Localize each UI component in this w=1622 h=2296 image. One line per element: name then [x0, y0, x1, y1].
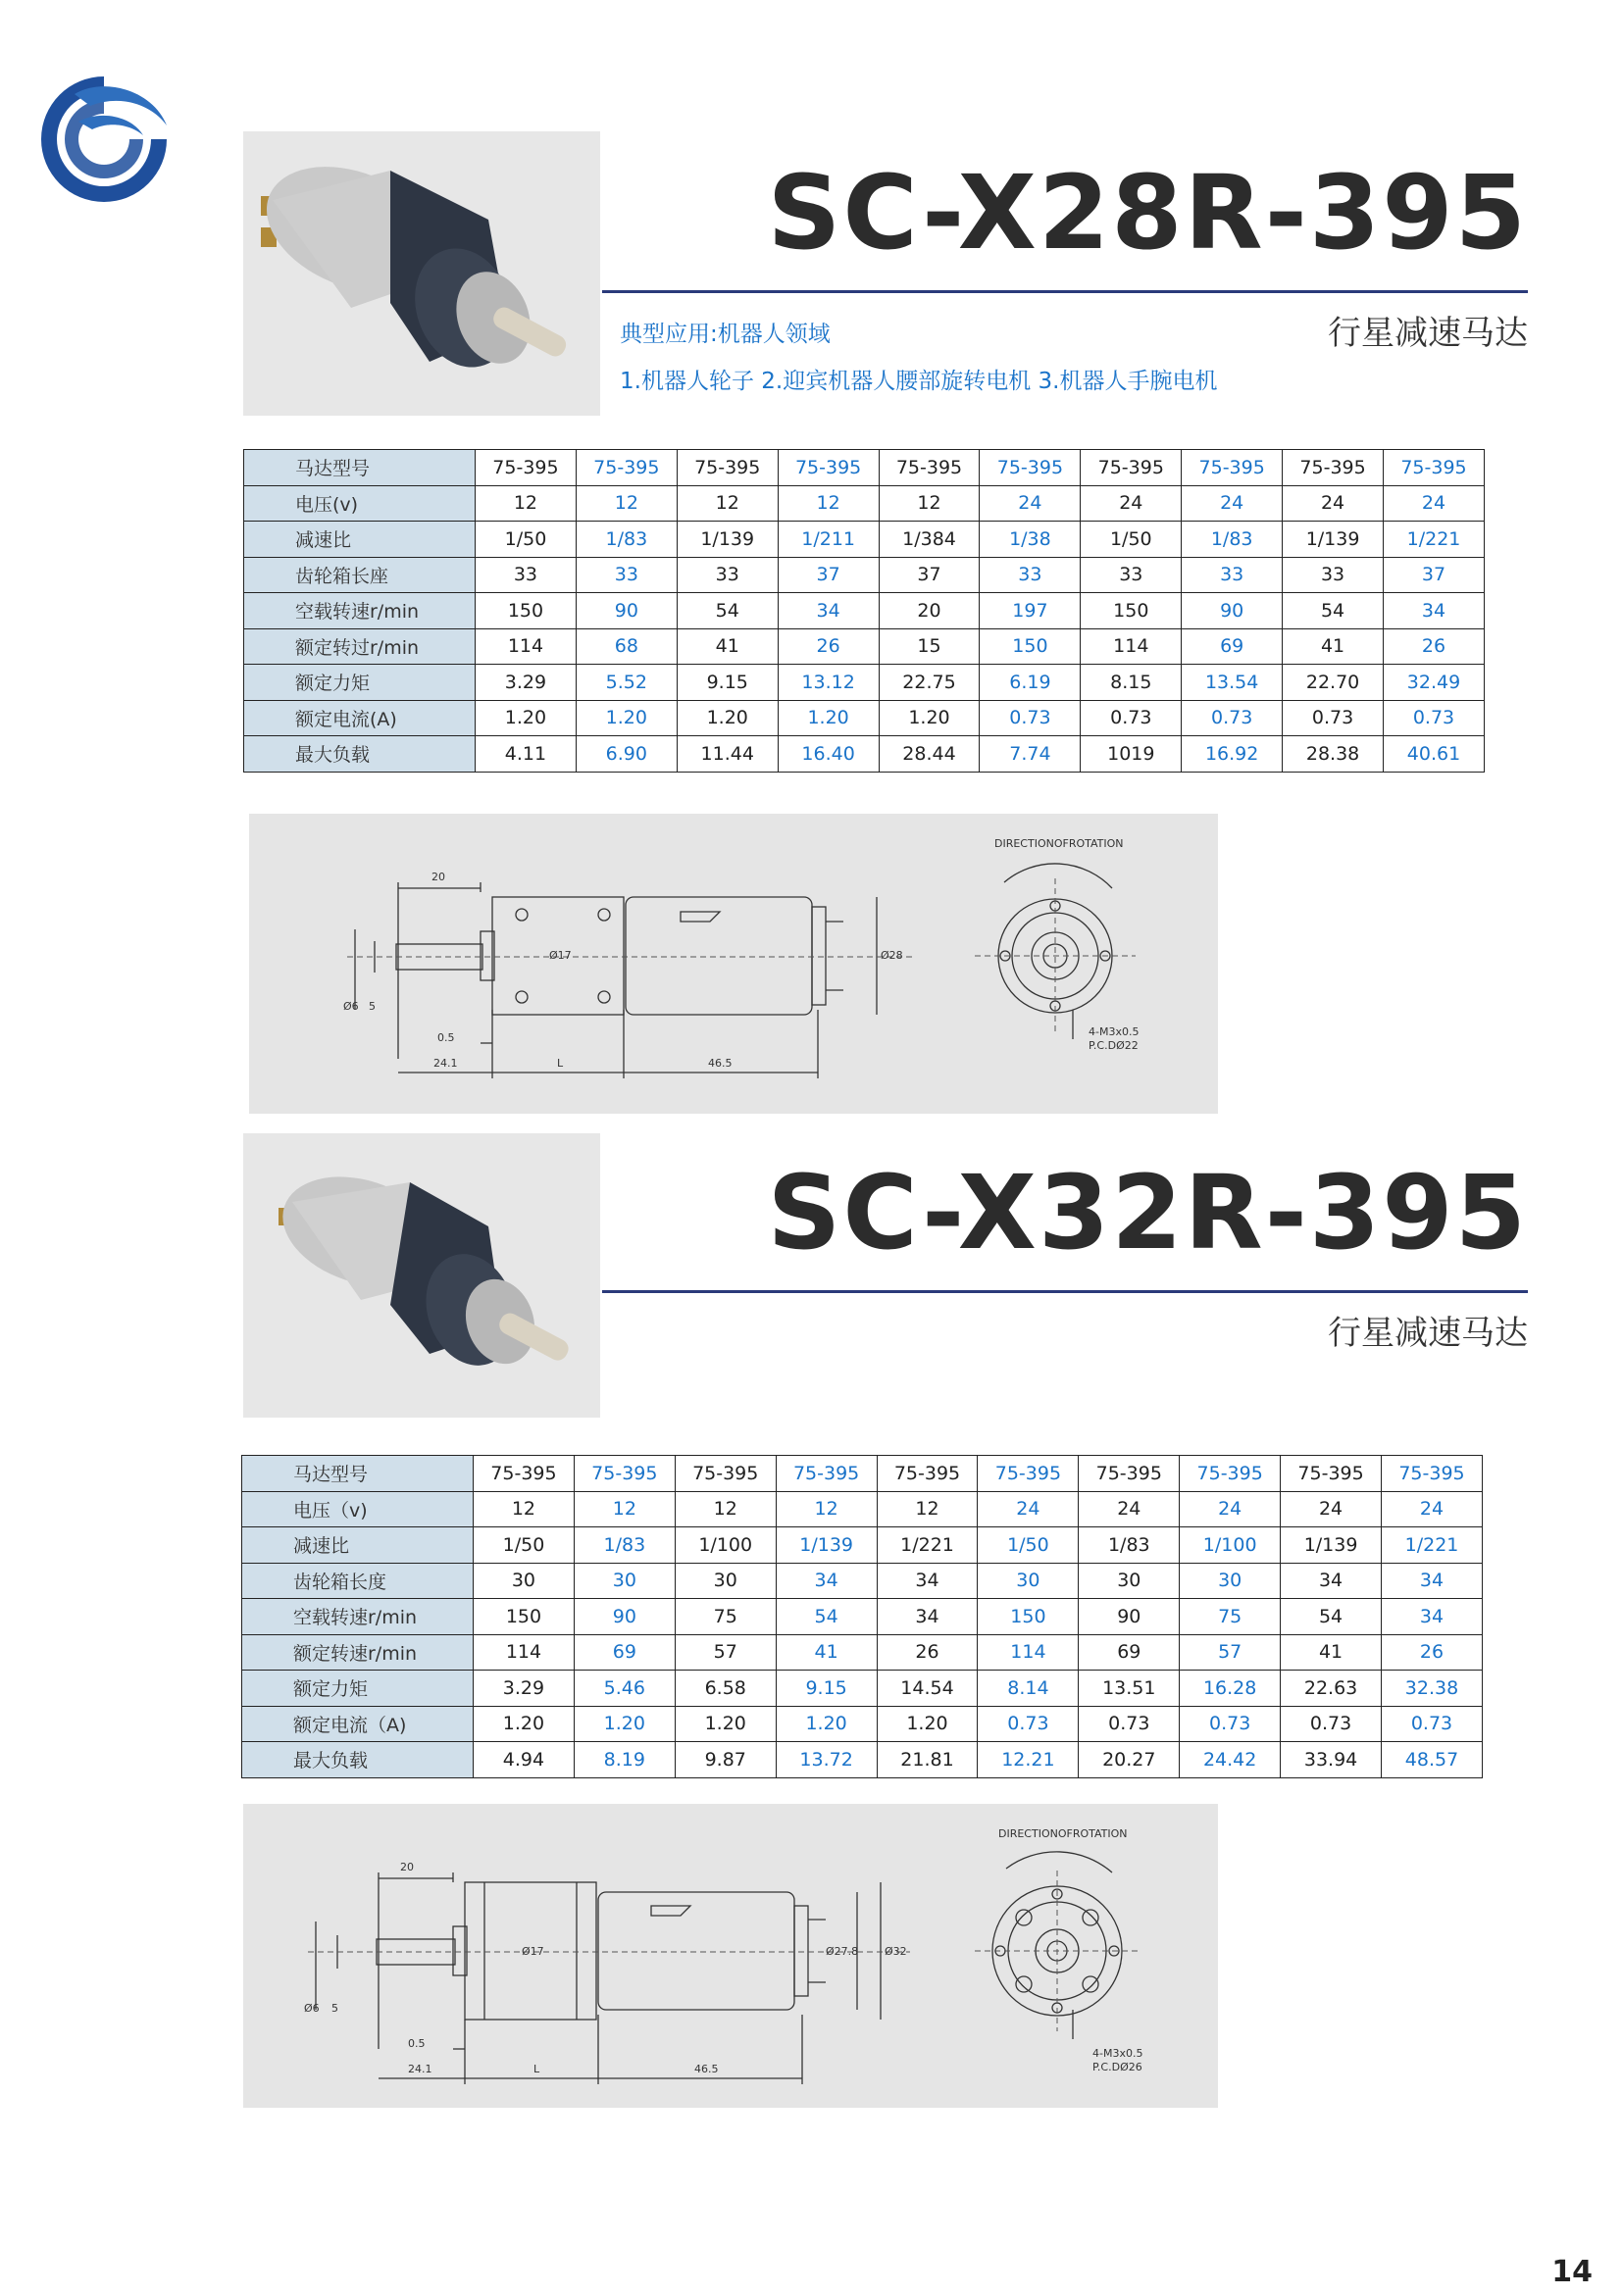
table-row — [244, 593, 1485, 629]
table-cell: 7.74 — [980, 736, 1081, 773]
table-cell: 34 — [778, 593, 879, 629]
direction-label: DIRECTIONOFROTATION — [994, 837, 1124, 850]
table-cell: 75-395 — [1180, 1456, 1281, 1492]
table-cell: 13.51 — [1079, 1671, 1180, 1707]
table-cell: 1/221 — [1382, 1527, 1483, 1564]
row-label: 额定电流(A) — [244, 700, 476, 736]
table-cell: 75 — [1180, 1599, 1281, 1635]
table-cell: 12 — [576, 485, 677, 522]
table-cell: 1.20 — [474, 1706, 575, 1742]
dim-label: Ø17 — [522, 1945, 544, 1958]
table-cell: 28.44 — [879, 736, 980, 773]
table-cell: 41 — [1281, 1634, 1382, 1671]
product-title: SC-X28R-395 — [767, 153, 1528, 273]
table-cell: 24 — [1182, 485, 1283, 522]
table-cell: 75 — [675, 1599, 776, 1635]
table-cell: 26 — [1384, 628, 1485, 665]
table-cell: 197 — [980, 593, 1081, 629]
table-cell: 75-395 — [980, 450, 1081, 486]
table-cell: 24.42 — [1180, 1742, 1281, 1778]
table-cell: 33 — [576, 557, 677, 593]
table-cell: 90 — [576, 593, 677, 629]
table-cell: 26 — [778, 628, 879, 665]
table-cell: 75-395 — [1079, 1456, 1180, 1492]
table-cell: 11.44 — [677, 736, 778, 773]
table-cell: 33 — [1182, 557, 1283, 593]
table-cell: 0.73 — [978, 1706, 1079, 1742]
table-cell: 5.46 — [574, 1671, 675, 1707]
table-cell: 33 — [1081, 557, 1182, 593]
table-cell: 1.20 — [574, 1706, 675, 1742]
table-cell: 75-395 — [677, 450, 778, 486]
table-cell: 30 — [1079, 1563, 1180, 1599]
table-cell: 1/83 — [1182, 522, 1283, 558]
table-cell: 30 — [1180, 1563, 1281, 1599]
table-cell: 69 — [1182, 628, 1283, 665]
table-cell: 33 — [1283, 557, 1384, 593]
table-cell: 3.29 — [474, 1671, 575, 1707]
table-cell: 8.19 — [574, 1742, 675, 1778]
row-label: 马达型号 — [244, 450, 476, 486]
table-cell: 1.20 — [576, 700, 677, 736]
table-cell: 12 — [476, 485, 577, 522]
table-cell: 12 — [677, 485, 778, 522]
table-row — [242, 1563, 1483, 1599]
logo-swirl-icon — [35, 71, 173, 208]
row-label: 额定转速r/min — [242, 1634, 474, 1671]
table-cell: 1/211 — [778, 522, 879, 558]
table-cell: 69 — [574, 1634, 675, 1671]
row-label: 电压（v) — [242, 1491, 474, 1527]
table-cell: 40.61 — [1384, 736, 1485, 773]
table-cell: 1/221 — [877, 1527, 978, 1564]
table-cell: 75-395 — [574, 1456, 675, 1492]
table-row — [242, 1671, 1483, 1707]
dimension-drawing — [249, 814, 1218, 1114]
table-cell: 30 — [675, 1563, 776, 1599]
table-cell: 75-395 — [778, 450, 879, 486]
table-cell: 9.15 — [776, 1671, 877, 1707]
table-cell: 5.52 — [576, 665, 677, 701]
table-cell: 41 — [677, 628, 778, 665]
table-row — [242, 1706, 1483, 1742]
table-cell: 75-395 — [576, 450, 677, 486]
table-cell: 33 — [476, 557, 577, 593]
table-cell: 33 — [980, 557, 1081, 593]
table-row — [242, 1456, 1483, 1492]
table-row — [242, 1491, 1483, 1527]
page-number: 14 — [1551, 2255, 1593, 2289]
row-label: 额定电流（A) — [242, 1706, 474, 1742]
title-divider — [602, 1290, 1528, 1293]
table-cell: 16.40 — [778, 736, 879, 773]
table-cell: 12 — [776, 1491, 877, 1527]
table-cell: 57 — [675, 1634, 776, 1671]
table-cell: 69 — [1079, 1634, 1180, 1671]
table-cell: 1/139 — [677, 522, 778, 558]
table-cell: 0.73 — [1081, 700, 1182, 736]
table-cell: 13.54 — [1182, 665, 1283, 701]
table-row — [242, 1634, 1483, 1671]
table-cell: 20 — [879, 593, 980, 629]
table-cell: 75-395 — [474, 1456, 575, 1492]
table-cell: 28.38 — [1283, 736, 1384, 773]
table-cell: 1/83 — [1079, 1527, 1180, 1564]
product-title: SC-X32R-395 — [767, 1153, 1528, 1273]
table-cell: 1.20 — [778, 700, 879, 736]
dim-label: 20 — [431, 871, 445, 883]
table-row — [244, 628, 1485, 665]
table-cell: 1/139 — [1283, 522, 1384, 558]
table-cell: 24 — [980, 485, 1081, 522]
dim-label: P.C.DØ22 — [1089, 1039, 1139, 1052]
row-label: 额定转过r/min — [244, 628, 476, 665]
table-cell: 54 — [1283, 593, 1384, 629]
table-cell: 68 — [576, 628, 677, 665]
table-row — [244, 450, 1485, 486]
table-cell: 75-395 — [1384, 450, 1485, 486]
product-subtitle: 行星减速马达 — [1328, 1314, 1528, 1353]
dim-label: Ø6 — [304, 2002, 320, 2015]
table-cell: 0.73 — [1182, 700, 1283, 736]
table-cell: 26 — [877, 1634, 978, 1671]
table-cell: 75-395 — [1081, 450, 1182, 486]
table-cell: 22.63 — [1281, 1671, 1382, 1707]
table-cell: 114 — [474, 1634, 575, 1671]
table-cell: 0.73 — [1281, 1706, 1382, 1742]
table-cell: 0.73 — [1283, 700, 1384, 736]
dim-label: L — [533, 2063, 540, 2075]
table-cell: 1.20 — [879, 700, 980, 736]
table-cell: 24 — [1281, 1491, 1382, 1527]
table-cell: 24 — [1283, 485, 1384, 522]
direction-label: DIRECTIONOFROTATION — [998, 1827, 1128, 1840]
table-cell: 34 — [776, 1563, 877, 1599]
table-cell: 8.14 — [978, 1671, 1079, 1707]
table-cell: 1/83 — [576, 522, 677, 558]
table-cell: 12 — [675, 1491, 776, 1527]
table-cell: 30 — [574, 1563, 675, 1599]
table-cell: 54 — [677, 593, 778, 629]
dimension-drawing — [243, 1804, 1218, 2108]
table-cell: 75-395 — [879, 450, 980, 486]
table-cell: 16.92 — [1182, 736, 1283, 773]
table-cell: 24 — [1079, 1491, 1180, 1527]
dim-label: 0.5 — [408, 2037, 426, 2050]
table-cell: 33.94 — [1281, 1742, 1382, 1778]
table-cell: 30 — [474, 1563, 575, 1599]
table-cell: 1/100 — [675, 1527, 776, 1564]
dim-label: Ø17 — [549, 949, 572, 962]
table-cell: 15 — [879, 628, 980, 665]
table-cell: 75-395 — [1281, 1456, 1382, 1492]
table-cell: 114 — [1081, 628, 1182, 665]
table-cell: 0.73 — [980, 700, 1081, 736]
table-row — [242, 1527, 1483, 1564]
table-cell: 150 — [474, 1599, 575, 1635]
table-row — [244, 485, 1485, 522]
table-cell: 12 — [474, 1491, 575, 1527]
row-label: 齿轮箱长座 — [244, 557, 476, 593]
table-cell: 75-395 — [675, 1456, 776, 1492]
table-cell: 75-395 — [877, 1456, 978, 1492]
table-cell: 150 — [1081, 593, 1182, 629]
table-cell: 1/83 — [574, 1527, 675, 1564]
spec-table — [243, 449, 1485, 773]
table-cell: 1.20 — [877, 1706, 978, 1742]
table-cell: 150 — [476, 593, 577, 629]
dim-label: 24.1 — [408, 2063, 432, 2075]
table-cell: 14.54 — [877, 1671, 978, 1707]
table-cell: 1.20 — [776, 1706, 877, 1742]
row-label: 减速比 — [242, 1527, 474, 1564]
dim-label: 24.1 — [433, 1057, 458, 1070]
row-label: 马达型号 — [242, 1456, 474, 1492]
table-cell: 22.70 — [1283, 665, 1384, 701]
table-cell: 75-395 — [1182, 450, 1283, 486]
table-cell: 1/50 — [978, 1527, 1079, 1564]
table-cell: 114 — [978, 1634, 1079, 1671]
dim-label: 5 — [369, 1000, 376, 1013]
table-cell: 24 — [1382, 1491, 1483, 1527]
table-cell: 34 — [1382, 1563, 1483, 1599]
table-cell: 32.49 — [1384, 665, 1485, 701]
row-label: 最大负载 — [244, 736, 476, 773]
table-cell: 24 — [978, 1491, 1079, 1527]
table-cell: 41 — [1283, 628, 1384, 665]
table-cell: 1.20 — [476, 700, 577, 736]
row-label: 齿轮箱长度 — [242, 1563, 474, 1599]
row-label: 空载转速r/min — [242, 1599, 474, 1635]
dim-label: Ø6 — [343, 1000, 359, 1013]
table-cell: 26 — [1382, 1634, 1483, 1671]
table-cell: 54 — [776, 1599, 877, 1635]
table-cell: 34 — [1382, 1599, 1483, 1635]
table-cell: 13.72 — [776, 1742, 877, 1778]
table-row — [244, 522, 1485, 558]
table-row — [242, 1599, 1483, 1635]
table-cell: 37 — [778, 557, 879, 593]
table-cell: 9.15 — [677, 665, 778, 701]
table-cell: 1/50 — [1081, 522, 1182, 558]
table-cell: 30 — [978, 1563, 1079, 1599]
table-cell: 75-395 — [776, 1456, 877, 1492]
application-heading: 典型应用:机器人领域 — [620, 322, 831, 347]
table-cell: 1/38 — [980, 522, 1081, 558]
table-cell: 6.19 — [980, 665, 1081, 701]
table-row — [242, 1742, 1483, 1778]
dim-label: 46.5 — [708, 1057, 733, 1070]
table-row — [244, 557, 1485, 593]
table-cell: 37 — [1384, 557, 1485, 593]
table-cell: 57 — [1180, 1634, 1281, 1671]
row-label: 额定力矩 — [242, 1671, 474, 1707]
table-cell: 33 — [677, 557, 778, 593]
table-cell: 41 — [776, 1634, 877, 1671]
dim-label: P.C.DØ26 — [1092, 2061, 1142, 2073]
table-cell: 12 — [778, 485, 879, 522]
dim-label: Ø27.8 — [826, 1945, 859, 1958]
dim-label: 4-M3x0.5 — [1092, 2047, 1143, 2060]
table-cell: 0.73 — [1384, 700, 1485, 736]
table-cell: 90 — [574, 1599, 675, 1635]
table-cell: 13.12 — [778, 665, 879, 701]
table-cell: 1/100 — [1180, 1527, 1281, 1564]
table-cell: 12 — [574, 1491, 675, 1527]
table-cell: 75-395 — [1382, 1456, 1483, 1492]
table-row — [244, 736, 1485, 773]
row-label: 电压(v) — [244, 485, 476, 522]
table-cell: 20.27 — [1079, 1742, 1180, 1778]
table-cell: 34 — [1384, 593, 1485, 629]
table-cell: 0.73 — [1180, 1706, 1281, 1742]
spec-table — [241, 1455, 1483, 1778]
table-cell: 9.87 — [675, 1742, 776, 1778]
table-cell: 3.29 — [476, 665, 577, 701]
table-cell: 1/50 — [476, 522, 577, 558]
dim-label: Ø28 — [881, 949, 903, 962]
dim-label: 20 — [400, 1861, 414, 1873]
product-subtitle: 行星减速马达 — [1328, 314, 1528, 353]
table-cell: 75-395 — [978, 1456, 1079, 1492]
table-cell: 34 — [877, 1563, 978, 1599]
table-cell: 34 — [877, 1599, 978, 1635]
table-cell: 24 — [1180, 1491, 1281, 1527]
table-cell: 6.58 — [675, 1671, 776, 1707]
dim-label: 0.5 — [437, 1031, 455, 1044]
table-cell: 0.73 — [1382, 1706, 1483, 1742]
table-cell: 1/384 — [879, 522, 980, 558]
table-cell: 12 — [877, 1491, 978, 1527]
table-cell: 8.15 — [1081, 665, 1182, 701]
table-cell: 150 — [978, 1599, 1079, 1635]
table-cell: 1019 — [1081, 736, 1182, 773]
table-cell: 150 — [980, 628, 1081, 665]
table-cell: 54 — [1281, 1599, 1382, 1635]
dim-label: L — [557, 1057, 564, 1070]
table-row — [244, 700, 1485, 736]
title-divider — [602, 290, 1528, 293]
table-cell: 6.90 — [576, 736, 677, 773]
row-label: 额定力矩 — [244, 665, 476, 701]
table-cell: 22.75 — [879, 665, 980, 701]
table-cell: 16.28 — [1180, 1671, 1281, 1707]
table-cell: 21.81 — [877, 1742, 978, 1778]
table-cell: 1.20 — [677, 700, 778, 736]
table-cell: 12 — [879, 485, 980, 522]
table-cell: 1/139 — [776, 1527, 877, 1564]
company-logo — [35, 71, 173, 208]
table-cell: 90 — [1079, 1599, 1180, 1635]
table-cell: 90 — [1182, 593, 1283, 629]
dim-label: 5 — [331, 2002, 338, 2015]
table-cell: 4.94 — [474, 1742, 575, 1778]
table-cell: 48.57 — [1382, 1742, 1483, 1778]
table-cell: 24 — [1384, 485, 1485, 522]
row-label: 最大负载 — [242, 1742, 474, 1778]
table-cell: 1.20 — [675, 1706, 776, 1742]
application-items: 1.机器人轮子 2.迎宾机器人腰部旋转电机 3.机器人手腕电机 — [620, 369, 1218, 394]
table-cell: 32.38 — [1382, 1671, 1483, 1707]
product-photo — [243, 1133, 600, 1418]
table-cell: 75-395 — [1283, 450, 1384, 486]
table-cell: 114 — [476, 628, 577, 665]
table-cell: 1/221 — [1384, 522, 1485, 558]
table-cell: 1/50 — [474, 1527, 575, 1564]
dim-label: 4-M3x0.5 — [1089, 1025, 1140, 1038]
table-cell: 1/139 — [1281, 1527, 1382, 1564]
product-photo — [243, 131, 600, 416]
row-label: 空载转速r/min — [244, 593, 476, 629]
dim-label: Ø32 — [885, 1945, 907, 1958]
table-cell: 34 — [1281, 1563, 1382, 1599]
dim-label: 46.5 — [694, 2063, 719, 2075]
row-label: 减速比 — [244, 522, 476, 558]
table-cell: 4.11 — [476, 736, 577, 773]
table-cell: 0.73 — [1079, 1706, 1180, 1742]
table-cell: 75-395 — [476, 450, 577, 486]
table-cell: 24 — [1081, 485, 1182, 522]
table-cell: 37 — [879, 557, 980, 593]
table-cell: 12.21 — [978, 1742, 1079, 1778]
table-row — [244, 665, 1485, 701]
